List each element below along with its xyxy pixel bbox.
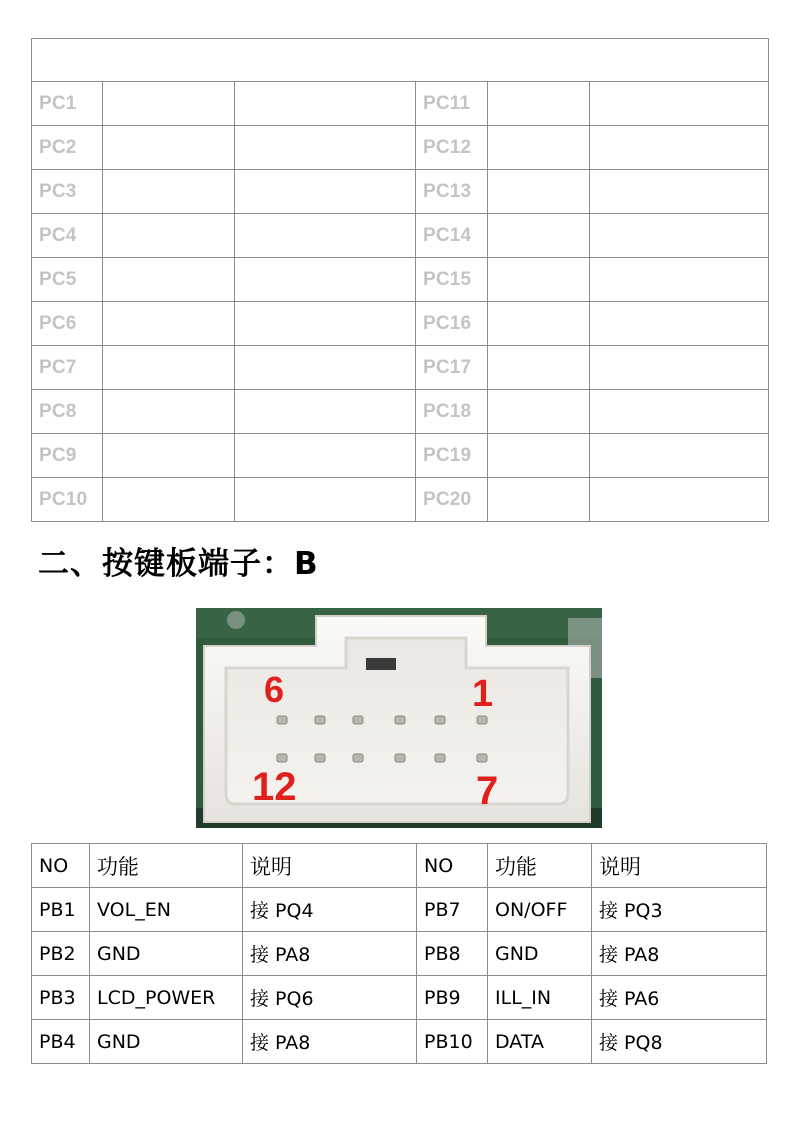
pin-no: PB10 bbox=[417, 1020, 488, 1064]
pin-label-7: 7 bbox=[476, 769, 499, 813]
connector-pin bbox=[395, 754, 405, 762]
pin-label-1: 1 bbox=[472, 673, 494, 715]
pin-cell: PC12 bbox=[416, 126, 488, 170]
connector-pin bbox=[277, 754, 287, 762]
pin-cell: PC6 bbox=[32, 302, 103, 346]
pin-cell: PC1 bbox=[32, 82, 103, 126]
connector-pin bbox=[353, 754, 363, 762]
pin-cell: PC14 bbox=[416, 214, 488, 258]
connector-pin bbox=[315, 716, 325, 724]
pin-description: 接 PA8 bbox=[243, 932, 417, 976]
pin-description: 接 PQ6 bbox=[243, 976, 417, 1020]
table-header-cell bbox=[32, 39, 769, 82]
pin-cell: PC8 bbox=[32, 390, 103, 434]
table-row bbox=[32, 976, 767, 1020]
pin-cell: PC7 bbox=[32, 346, 103, 390]
pin-description: 接 PQ4 bbox=[243, 888, 417, 932]
pin-cell: PC3 bbox=[32, 170, 103, 214]
table-row bbox=[32, 302, 769, 346]
pc-pin-table bbox=[31, 38, 769, 522]
pin-cell: PC10 bbox=[32, 478, 103, 522]
pin-function: GND bbox=[488, 932, 592, 976]
table-row bbox=[32, 390, 769, 434]
pin-description: 接 PA8 bbox=[243, 1020, 417, 1064]
connector-latch bbox=[366, 658, 396, 670]
pin-description: 接 PQ8 bbox=[592, 1020, 767, 1064]
connector-photo bbox=[196, 608, 602, 828]
header-description-2: 说明 bbox=[592, 844, 767, 888]
pin-no: PB9 bbox=[417, 976, 488, 1020]
pin-function: VOL_EN bbox=[90, 888, 243, 932]
pin-no: PB4 bbox=[32, 1020, 90, 1064]
connector-pin bbox=[477, 754, 487, 762]
pin-cell: PC16 bbox=[416, 302, 488, 346]
section-heading: 二、按键板端子：B bbox=[38, 546, 319, 582]
connector-pin bbox=[395, 716, 405, 724]
connector-pin bbox=[435, 716, 445, 724]
pin-no: PB7 bbox=[417, 888, 488, 932]
pin-cell: PC17 bbox=[416, 346, 488, 390]
pin-cell: PC18 bbox=[416, 390, 488, 434]
table-row bbox=[32, 82, 769, 126]
table-header-row bbox=[32, 39, 769, 82]
pin-no: PB2 bbox=[32, 932, 90, 976]
pin-cell: PC9 bbox=[32, 434, 103, 478]
pin-no: PB1 bbox=[32, 888, 90, 932]
table-row bbox=[32, 214, 769, 258]
table-row bbox=[32, 434, 769, 478]
header-no-2: NO bbox=[417, 844, 488, 888]
pin-function: DATA bbox=[488, 1020, 592, 1064]
header-no: NO bbox=[32, 844, 90, 888]
table-header-row bbox=[32, 844, 767, 888]
pin-label-12: 12 bbox=[252, 765, 297, 809]
header-function-2: 功能 bbox=[488, 844, 592, 888]
pin-function: ON/OFF bbox=[488, 888, 592, 932]
table-row bbox=[32, 258, 769, 302]
connector-pin bbox=[477, 716, 487, 724]
pin-label-6: 6 bbox=[264, 669, 285, 710]
table-row bbox=[32, 932, 767, 976]
pin-cell: PC11 bbox=[416, 82, 488, 126]
table-row bbox=[32, 170, 769, 214]
table-row bbox=[32, 126, 769, 170]
pin-description: 接 PQ3 bbox=[592, 888, 767, 932]
pin-function: LCD_POWER bbox=[90, 976, 243, 1020]
table-row bbox=[32, 478, 769, 522]
connector-pin bbox=[277, 716, 287, 724]
pin-cell: PC13 bbox=[416, 170, 488, 214]
table-row bbox=[32, 346, 769, 390]
pin-description: 接 PA8 bbox=[592, 932, 767, 976]
pin-function: GND bbox=[90, 932, 243, 976]
pin-no: PB8 bbox=[417, 932, 488, 976]
pin-cell: PC5 bbox=[32, 258, 103, 302]
pin-cell: PC15 bbox=[416, 258, 488, 302]
header-function: 功能 bbox=[90, 844, 243, 888]
pin-cell: PC4 bbox=[32, 214, 103, 258]
connector-pin bbox=[315, 754, 325, 762]
pb-pin-table bbox=[31, 843, 767, 1064]
pin-cell: PC2 bbox=[32, 126, 103, 170]
connector-pin bbox=[435, 754, 445, 762]
pin-cell: PC19 bbox=[416, 434, 488, 478]
pin-function: GND bbox=[90, 1020, 243, 1064]
pin-cell: PC20 bbox=[416, 478, 488, 522]
table-row bbox=[32, 1020, 767, 1064]
connector-pin bbox=[353, 716, 363, 724]
pin-function: ILL_IN bbox=[488, 976, 592, 1020]
pin-no: PB3 bbox=[32, 976, 90, 1020]
pin-description: 接 PA6 bbox=[592, 976, 767, 1020]
table-row bbox=[32, 888, 767, 932]
header-description: 说明 bbox=[243, 844, 417, 888]
